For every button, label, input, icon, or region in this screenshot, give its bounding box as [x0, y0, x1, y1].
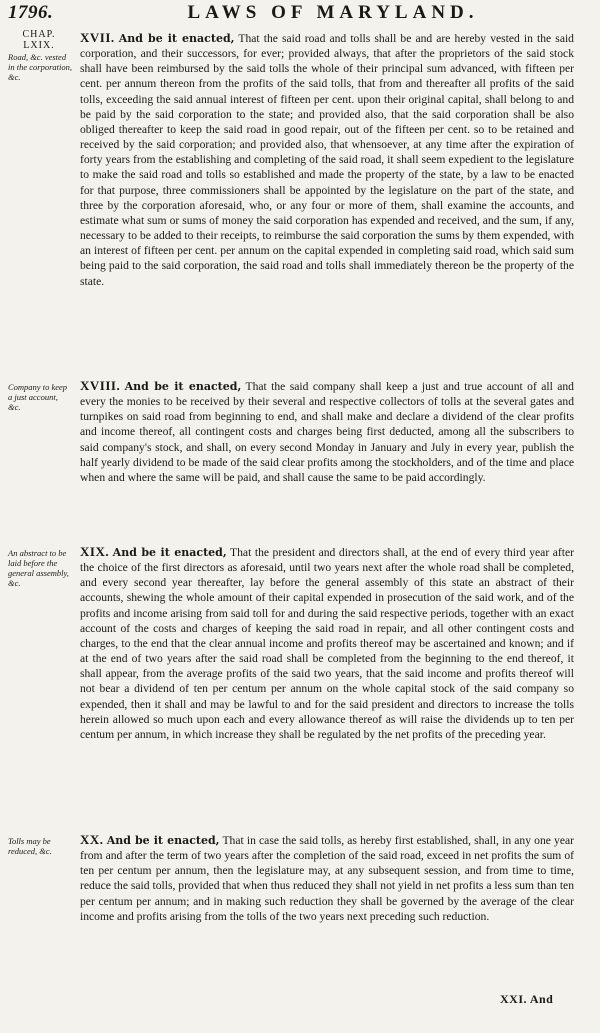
- section-number: XIX.: [80, 544, 110, 559]
- section-xvii: [80, 30, 574, 289]
- section-xix: [80, 544, 574, 742]
- section-text: That the said road and tolls shall be and are hereby vested in the said corporation, and their successors, for ever; provided always, that after the proprietors of the said stock shall have been reimbursed by the said tolls the whole of their principal sum advanced, with fifteen per cent. per annum thereon from the profits of the said tolls, that from and thereafter all profits of the said tolls, exceeding the said annual interest of fifteen per cent. upon their original capital, shall belong to and be paid by the said corporation to the state; and provided also, that the said corporation shall be also obliged thereafter to keep the said road in good repair, out of the fifteen per cent. so to be retained and received by the said corporation; and provided also, that whensoever, at any time after the expiration of forty years from the establishing and completing of the said road, it shall seem expedient to the legislature to make the said road and tolls so established and made the property of the state, by a law to be enacted for that purpose, three commissioners shall be appointed by the legislature on the part of the state, and three by the corporation aforesaid, who, or any four or more of them, shall examine the accounts, and estimate what sum or sums of money the said corporation has expended and received, and the sum, if any, necessary to be added to their receipts, to reimburse the said corporation the sums by them expended, with an interest of fifteen per cent. per annum on the capital expended in completing said road, which said sum being paid to the said corporation, the said road and tolls shall immediately thereon be the property of the state.: [80, 32, 574, 288]
- running-title: LAWS OF MARYLAND.: [187, 2, 479, 23]
- section-xx: [80, 832, 574, 924]
- chapter-number: LXIX.: [23, 40, 55, 51]
- enacting-clause: And be it enacted,: [124, 380, 242, 393]
- section-number: XVIII.: [80, 378, 121, 393]
- chapter-heading: CHAP.: [22, 29, 56, 40]
- page-header: [8, 2, 588, 26]
- chapter-label: [8, 29, 70, 51]
- margin-note-company-account: Company to keep a just account, &c.: [8, 382, 68, 412]
- enacting-clause: And be it enacted,: [118, 32, 235, 45]
- catchword: XXI. And: [500, 992, 554, 1006]
- section-number: XVII.: [80, 30, 115, 45]
- margin-note-abstract: An abstract to be laid before the general assembly, &c.: [8, 548, 69, 588]
- margin-note-road-vested: Road, &c. vested in the corporation, &c.: [8, 52, 72, 82]
- enacting-clause: And be it enacted,: [106, 834, 220, 847]
- page-year: 1796.: [8, 2, 54, 23]
- section-number: XX.: [80, 832, 104, 847]
- section-xviii: [80, 378, 574, 485]
- section-text: That the president and directors shall, at the end of every third year after the choice of the first directors as aforesaid, until two years next after the whole road shall be completed, and every second year thereafter, lay before the general assembly of this state an abstract of their accounts, shewing the whole amount of their capital expended in prosecution of the said work, and of the profits and income arising from said toll for and during the said respective periods, together with an exact account of the costs and charges of keeping the said road in repair, and all other contingent costs and charges, to the end that the clear annual income and profits thereof may be ascertained and known; and if at the end of two years after the said road shall be completed from the beginning to the end thereof, it shall appear, from the average profits of the said two years, that the said income and profits thereof will not bear a dividend of ten per centum per annum on the whole capital stock of the said company so expended, then it shall and may be lawful to and for the said president and directors to increase the tolls herein allowed so much upon each and every allowance thereof as will raise the dividends up to ten per centum per annum, in which increase they shall be regulated by the net profits of the preceding year.: [80, 546, 574, 741]
- section-text: That the said company shall keep a just and true account of all and every the monies to be received by their several and respective collectors of tolls at the several gates and turnpikes on said road from beginning to end, and shall make and declare a dividend of the clear profits and income thereof, all contingent costs and charges being first deducted, among all the subscribers to said company's stock, and shall, on every second Monday in January and July in every year, publish the half yearly dividend to be made of the said clear profits among the stockholders, and of the time and place when and where the same will be paid, and shall cause the same to be paid accordingly.: [80, 380, 574, 484]
- enacting-clause: And be it enacted,: [112, 546, 227, 559]
- section-text: That in case the said tolls, as hereby first established, shall, in any one year from and after the term of two years after the completion of the said road, exceed in net profits the sum of ten per centum per annum, then the legislature may, at any subsequent session, and from time to time, reduce the said tolls, provided that when thus reduced they shall not yield in net profits a less sum than ten per centum per annum; and in making such reduction they shall be governed by the average of the clear income and profits arising from the tolls of the two years next preceding such reduction.: [80, 834, 574, 923]
- margin-note-tolls-reduced: Tolls may be reduced, &c.: [8, 836, 52, 856]
